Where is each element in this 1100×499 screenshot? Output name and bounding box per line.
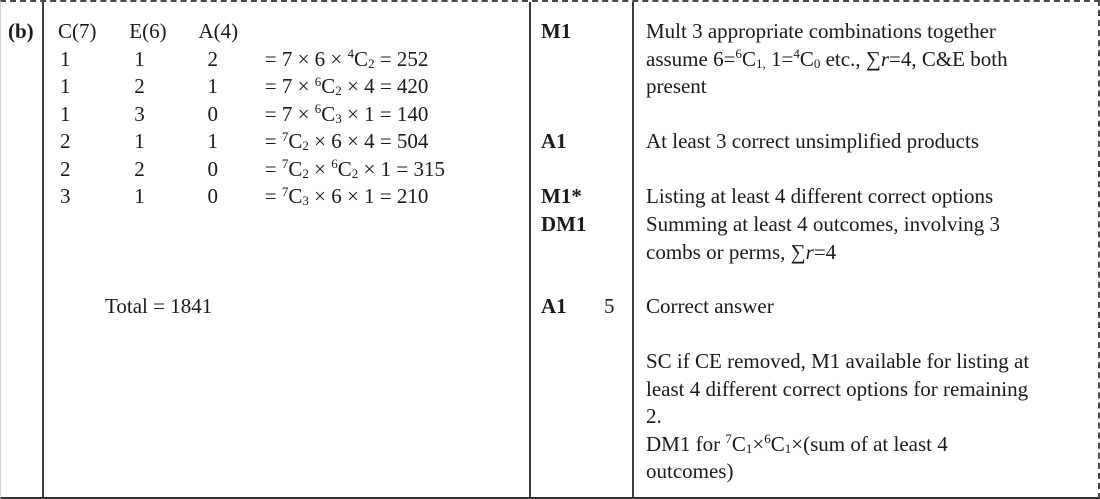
note-m1: Mult 3 appropriate combinations together assume $6=^6C_{1,}$ $1=^4C_0$ etc., ∑r=4, C&E both present	[646, 19, 1008, 98]
cell-equation: = $7 \times 6 \times ^4C_2 = 252$	[264, 46, 429, 71]
note-dm1: Summing at least 4 outcomes, involving 3 combs or perms, ∑r=4	[646, 212, 1001, 264]
total-line: Total = 1841	[105, 294, 213, 318]
mark-code-label: A1	[541, 294, 567, 318]
note-special-case: SC if CE removed, M1 available for listing at least 4 different correct options for remaining 2. DM1 for $^7C_1\times^6C_1\times(sum$ of at least 4 outcomes)	[646, 349, 1030, 483]
col-header-c: C(7)	[58, 19, 97, 43]
mark-total-count: 5	[604, 294, 615, 318]
column-divider-part	[42, 2, 44, 497]
cell-a: 0	[207, 101, 218, 126]
cell-a: 0	[207, 156, 218, 181]
cell-a: 0	[207, 184, 218, 208]
cell-c: 3	[60, 184, 71, 208]
cell-equation: = $^7C_2 \times 6 \times 4 = 504$	[264, 128, 429, 154]
cell-c: 1	[60, 101, 71, 126]
cell-c: 2	[60, 129, 71, 153]
cell-e: 2	[134, 74, 145, 98]
table-row	[58, 101, 445, 129]
mark-code-a1: A1	[541, 129, 567, 153]
working-column	[58, 18, 445, 211]
cell-c: 2	[60, 156, 71, 181]
cell-a: 1	[207, 129, 218, 153]
cell-e: 3	[134, 101, 145, 126]
table-row	[58, 156, 445, 184]
cell-c: 1	[60, 74, 71, 98]
cell-c: 1	[60, 46, 71, 71]
note-a1-final: Correct answer	[646, 294, 774, 318]
cell-e: 1	[134, 46, 145, 71]
cell-a: 1	[207, 74, 218, 98]
note-a1: At least 3 correct unsimplified products	[646, 129, 979, 153]
mark-code-m1: M1	[541, 19, 572, 43]
cell-equation: = $7 \times ^6C_3 \times 1 = 140$	[264, 101, 429, 126]
mark-code-a1-final	[541, 293, 631, 321]
col-header-a: A(4)	[198, 19, 239, 43]
cell-a: 2	[207, 46, 218, 71]
mark-code-dm1: DM1	[541, 212, 587, 236]
table-row	[58, 128, 445, 156]
note-m1-star: Listing at least 4 different correct options	[646, 184, 994, 208]
cell-equation: = $7 \times ^6C_2 \times 4 = 420$	[264, 73, 429, 99]
table-row	[58, 46, 445, 74]
cell-equation: = $^7C_3 \times 6 \times 1 = 210$	[264, 183, 429, 209]
table-header-row	[58, 18, 445, 46]
column-divider-marks	[529, 2, 531, 497]
part-label: (b)	[8, 19, 34, 43]
column-divider-notes	[632, 2, 634, 497]
table-row	[58, 183, 445, 211]
cell-e: 1	[134, 129, 145, 153]
mark-code-m1-star: M1*	[541, 184, 582, 208]
table-row	[58, 73, 445, 101]
cell-e: 1	[134, 184, 145, 208]
col-header-e: E(6)	[129, 19, 167, 43]
cell-e: 2	[134, 156, 145, 181]
cell-equation: = $^7C_2 \times ^6C_2 \times 1 = 315$	[264, 156, 445, 181]
